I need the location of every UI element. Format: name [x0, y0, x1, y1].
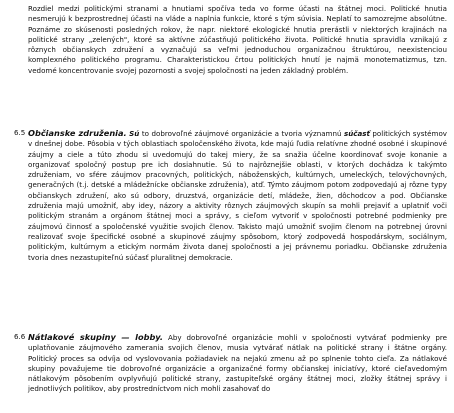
- section-number: 6.5: [14, 128, 26, 137]
- section-heading: Občianske združenia.: [28, 128, 127, 138]
- intro-paragraph: [28, 4, 447, 76]
- section-body: [28, 128, 447, 263]
- section-text-b: politických systémov v dnešnej dobe. Pôsobia v tých oblastiach spoločenského života, kde majú ľudia relatívne zhodné osobné i skupinové záujmy a ciele a túto zhodu si uvedomujú do takej miery, že sa snažia účelne koordinovať svoje konanie a organizovať spoločný postup pre ich dosiahnutie. Sú to najrôznejšie oblasti, v ktorých dochádza k takýmto združeniam, vo sfére záujmov pracovných, politických, náboženských, kultúrnych, umeleckých, telovýchovných, generačných (t.j. detské a mládežnícke občianske združenia), atď. Týmto záujmom potom zodpovedajú aj rôzne typy občianskych združení, ako sú odbory, druzstvá, organizácie detí, mládeže, žien, dôchodcov a pod. Občianske združenia majú umožniť, aby idey, názory a aktivity rôznych záujmových skupín sa mohli prejaviť a uplatniť voči politickým stranám a orgánom štátnej moci a správy, s cieľom vytvoriť v spoločnosti potrebné podmienky pre záujmovú činnosť a spoločenské využitie svojich členov. Takisto majú umožniť svojim členom na potrebnej úrovni realizovať svoje špecifické osobné a skupinové záujmy spôsobom, ktorý zodpovedá hospodárskym, sociálnym, politickým, kultúrnym a etickým normám života danej spoločnosti a jej právnemu poriadku. Občianske združenia tvoria dnes nezastupiteľnú súčasť pluralitnej demokracie.: [28, 129, 447, 262]
- section-6-5: [14, 128, 447, 263]
- section-number: 6.6: [14, 332, 26, 341]
- section-6-6: [14, 332, 447, 395]
- section-heading: Nátlakové skupiny — lobby.: [28, 332, 164, 342]
- intro-text: Rozdiel medzi politickými stranami a hnutiami spočíva teda vo forme účasti na štátnej moci. Politické hnutia nesmerujú k bezprostrednej účasti na vláde a naplnia funkcie, ktoré s tým súvisia. Neplatí to samozrejme absolútne. Poznáme zo skúsenosti posledných rokov, že napr. niektoré ekologické hnutia prerástli v niektorých krajinách na politické strany „zelených", ktoré sa aktívne zúčastňujú politického života. Politické hnutia spravidla vznikajú z rôznych občianskych združení a vyznačujú sa veľmi jednoduchou organizačnou štruktúrou, neexistenciou komplexného politického programu. Charakteristickou črtou politických hnutí je najmä monotematizmus, tzn. vedomé koncentrovanie svojej pozornosti a svojej spoločnosti na jeden základný problém.: [28, 4, 447, 75]
- section-text-a: to dobrovoľné záujmové organizácie a tvoria významnú: [139, 129, 344, 138]
- emphasis-sucast: súčasť: [343, 129, 370, 138]
- emphasis-su: Sú: [129, 129, 140, 138]
- section-text: Aby dobrovoľné organizácie mohli v spoločnosti vytvárať podmienky pre uplatňovanie záujmového zamerania svojich členov, musia vytvárať nátlak na politické strany i štátne orgány. Politický proces sa odvíja od vyslovovania požiadaviek na nejakú zmenu až po splnenie tohto cieľa. Za nátlakové skupiny považujeme tie dobrovoľné organizácie a organizačné formy občianskej iniciatívy, ktoré cieľavedomým nátlakovým pôsobením ovplyvňujú politické strany, zastupiteľské orgány štátnej moci, zložky štátnej správy i jednotlivých politikov, aby prostredníctvom nich mohli zasahovať do: [28, 333, 448, 394]
- section-body: [28, 332, 447, 395]
